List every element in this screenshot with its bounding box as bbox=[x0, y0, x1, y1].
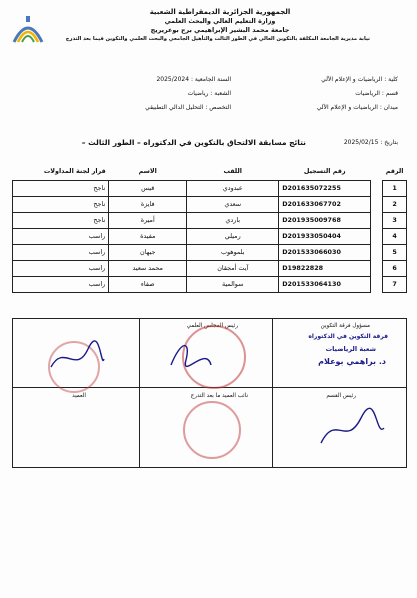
row-last: رميلي bbox=[187, 228, 279, 244]
stamp-dept-text: شعبة الرياضيات bbox=[325, 345, 376, 353]
row-first: جيهان bbox=[109, 244, 187, 260]
row-last: باردي bbox=[187, 212, 279, 228]
header-gap bbox=[371, 162, 383, 180]
row-first: أميرة bbox=[109, 212, 187, 228]
row-num: 6 bbox=[383, 260, 407, 276]
row-last: بلموهوب bbox=[187, 244, 279, 260]
header-line-ministry: وزارة التعليم العالي والبحث العلمي bbox=[164, 17, 276, 25]
table-row bbox=[13, 196, 407, 212]
label-dean: العميد bbox=[72, 393, 86, 399]
row-gap bbox=[371, 180, 383, 196]
table-header-row bbox=[13, 162, 407, 180]
row-num: 1 bbox=[383, 180, 407, 196]
council-president-signature bbox=[166, 335, 216, 375]
row-gap bbox=[371, 196, 383, 212]
info-branch: الشعبة : رياضيات bbox=[187, 90, 231, 97]
results-date: بتاريخ : 2025/02/15 bbox=[343, 139, 398, 146]
label-vice-dean: نائب العميد ما بعد التدرج bbox=[190, 393, 248, 399]
info-year: السنة الجامعية : 2025/2024 bbox=[156, 76, 231, 83]
signature-divider bbox=[272, 319, 273, 467]
official-round-stamp bbox=[183, 401, 241, 459]
table-row bbox=[13, 212, 407, 228]
row-first: صفاء bbox=[109, 276, 187, 292]
row-decision: راسب bbox=[13, 260, 109, 276]
row-num: 7 bbox=[383, 276, 407, 292]
table-row bbox=[13, 276, 407, 292]
header-reg: رقم التسجيل bbox=[303, 166, 346, 175]
row-last: عبدودي bbox=[187, 180, 279, 196]
row-last: سعدي bbox=[187, 196, 279, 212]
header-line-university: جامعة محمد البشير الإبراهيمي برج بوعريريج bbox=[150, 26, 290, 34]
row-first: قيس bbox=[109, 180, 187, 196]
row-gap bbox=[371, 212, 383, 228]
header-decision: قرار لجنة المداولات bbox=[43, 166, 106, 175]
row-decision: راسب bbox=[13, 244, 109, 260]
header-num: الرقم bbox=[385, 166, 404, 175]
table-row bbox=[13, 260, 407, 276]
row-reg: D201533066030 bbox=[279, 244, 371, 260]
row-num: 4 bbox=[383, 228, 407, 244]
results-heading: نتائج مسابقة الالتحاق بالتكوين في الدكتوراه – الطور الثالث – bbox=[81, 138, 306, 147]
signature-divider bbox=[139, 319, 140, 467]
row-reg: D201635072255 bbox=[279, 180, 371, 196]
dean-signature bbox=[46, 339, 106, 379]
row-gap bbox=[371, 276, 383, 292]
row-reg: D201533064130 bbox=[279, 276, 371, 292]
row-gap bbox=[371, 228, 383, 244]
table-row bbox=[13, 228, 407, 244]
row-decision: ناجح bbox=[13, 196, 109, 212]
row-gap bbox=[371, 244, 383, 260]
university-logo bbox=[10, 8, 46, 48]
row-first: محمد سعيد bbox=[109, 260, 187, 276]
header-last: اللقب bbox=[223, 166, 243, 175]
info-department: قسم : الرياضيات bbox=[355, 90, 398, 97]
signature-block bbox=[12, 318, 407, 468]
header-first: الاسم bbox=[138, 166, 157, 175]
document-header bbox=[65, 8, 370, 44]
label-council-president: رئيس المجلس العلمي bbox=[186, 323, 238, 329]
info-faculty: كلية : الرياضيات و الإعلام الآلي bbox=[321, 76, 398, 83]
row-num: 3 bbox=[383, 212, 407, 228]
info-field: ميدان : الرياضيات و الإعلام الآلي bbox=[316, 104, 398, 111]
row-last: آيت أمجقان bbox=[187, 260, 279, 276]
row-reg: D201935009768 bbox=[279, 212, 371, 228]
row-decision: ناجح bbox=[13, 180, 109, 196]
row-num: 2 bbox=[383, 196, 407, 212]
row-first: فايزة bbox=[109, 196, 187, 212]
row-reg: D201633067702 bbox=[279, 196, 371, 212]
header-line-republic: الجمهورية الجزائرية الديمقراطية الشعبية bbox=[149, 8, 291, 16]
row-reg: D201933050404 bbox=[279, 228, 371, 244]
row-decision: ناجح bbox=[13, 212, 109, 228]
department-head-signature bbox=[316, 403, 386, 453]
row-reg: D19822828 bbox=[279, 260, 371, 276]
label-training-officer: مسؤول فرقة التكوين bbox=[320, 323, 370, 329]
row-decision: راسب bbox=[13, 276, 109, 292]
label-department-head: رئيس القسم bbox=[326, 393, 356, 399]
row-last: سوالمية bbox=[187, 276, 279, 292]
row-decision: راسب bbox=[13, 228, 109, 244]
row-first: مفيدة bbox=[109, 228, 187, 244]
table-row bbox=[13, 180, 407, 196]
table-row bbox=[13, 244, 407, 260]
header-line-directorate: نيابة مديرية الجامعة المكلفة بالتكوين العالي في الطور الثالث والتأهيل الجامعي والبحث العلمي والتكوين فيما بعد التدرج bbox=[65, 36, 370, 42]
info-speciality: التخصص : التحليل الدالي التطبيقي bbox=[145, 104, 231, 111]
row-gap bbox=[371, 260, 383, 276]
row-num: 5 bbox=[383, 244, 407, 260]
results-table bbox=[12, 162, 407, 293]
stamp-name-text: د. براهمي بوعلام bbox=[318, 357, 386, 366]
stamp-team-text: فرقة التكوين في الدكتوراه bbox=[308, 333, 388, 340]
